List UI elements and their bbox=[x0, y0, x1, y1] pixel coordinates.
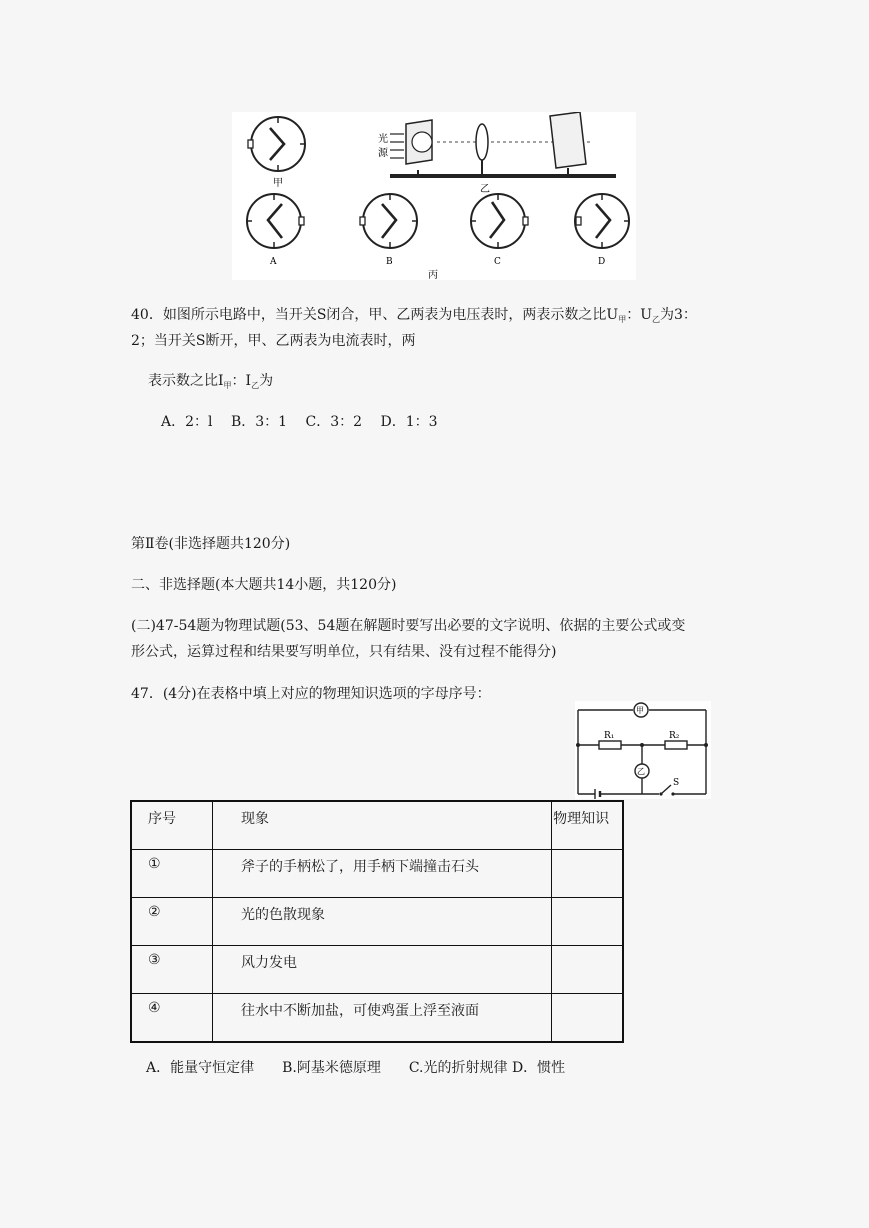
label-bing: 丙 bbox=[428, 270, 438, 280]
option-label-d: D bbox=[598, 257, 606, 267]
option-label-b: B bbox=[386, 257, 393, 267]
table-row: ④ 往水中不断加盐，可使鸡蛋上浮至液面 bbox=[131, 994, 623, 1043]
section-note-line2: 形公式，运算过程和结果要写明单位，只有结果、没有过程不能得分) bbox=[131, 644, 557, 660]
svg-text:光: 光 bbox=[378, 134, 388, 145]
svg-text:甲: 甲 bbox=[636, 706, 644, 715]
table-row: ② 光的色散现象 bbox=[131, 898, 623, 946]
meter-yi-icon bbox=[635, 764, 649, 778]
answer-cell[interactable] bbox=[552, 994, 623, 1043]
svg-text:源: 源 bbox=[378, 148, 388, 159]
table-header-row bbox=[131, 801, 623, 850]
q40-line3: 表示数之比$I_甲$：$I_乙$为 bbox=[148, 373, 274, 390]
svg-text:乙: 乙 bbox=[637, 767, 645, 776]
option-label-c: C bbox=[494, 257, 501, 267]
header-phenomenon: 现象 bbox=[213, 801, 552, 850]
q40-line1: 40．如图所示电路中，当开关S闭合，甲、乙两表为电压表时，两表示数之比$U_甲$：$U_乙$为3： bbox=[131, 307, 697, 324]
header-no: 序号 bbox=[131, 801, 213, 850]
r1-label: R₁ bbox=[604, 731, 615, 741]
q47-table bbox=[130, 800, 624, 1043]
clock-lens-figure bbox=[232, 112, 636, 280]
q47-options: A．能量守恒定律 B.阿基米德原理 C.光的折射规律 D．惯性 bbox=[146, 1060, 566, 1076]
table-row: ① 斧子的手柄松了，用手柄下端撞击石头 bbox=[131, 850, 623, 898]
r2-label: R₂ bbox=[669, 731, 680, 741]
label-jia: 甲 bbox=[273, 178, 283, 189]
resistor-r1-icon bbox=[599, 741, 621, 749]
ammeter-jia-icon bbox=[634, 703, 648, 717]
table-row: ③ 风力发电 bbox=[131, 946, 623, 994]
answer-cell[interactable] bbox=[552, 898, 623, 946]
circuit-diagram bbox=[575, 701, 711, 799]
resistor-r2-icon bbox=[665, 741, 687, 749]
q40-choices: A．2：l B．3：1 C．3：2 D．1：3 bbox=[161, 414, 438, 430]
header-knowledge: 物理知识 bbox=[552, 801, 623, 850]
q40-line2: 2；当开关S断开，甲、乙两表为电流表时，两 bbox=[131, 333, 416, 349]
option-label-a: A bbox=[270, 257, 277, 267]
q47-stem: 47．(4分)在表格中填上对应的物理知识选项的字母序号： bbox=[131, 686, 491, 702]
label-yi: 乙 bbox=[480, 184, 490, 195]
section-heading: 二、非选择题(本大题共14小题，共120分) bbox=[131, 577, 397, 593]
answer-cell[interactable] bbox=[552, 850, 623, 898]
answer-cell[interactable] bbox=[552, 946, 623, 994]
part-title: 第Ⅱ卷(非选择题共120分) bbox=[131, 536, 291, 552]
section-note-line1: (二)47-54题为物理试题(53、54题在解题时要写出必要的文字说明、依据的主要公式或变 bbox=[131, 618, 686, 634]
switch-label: S bbox=[673, 778, 680, 788]
